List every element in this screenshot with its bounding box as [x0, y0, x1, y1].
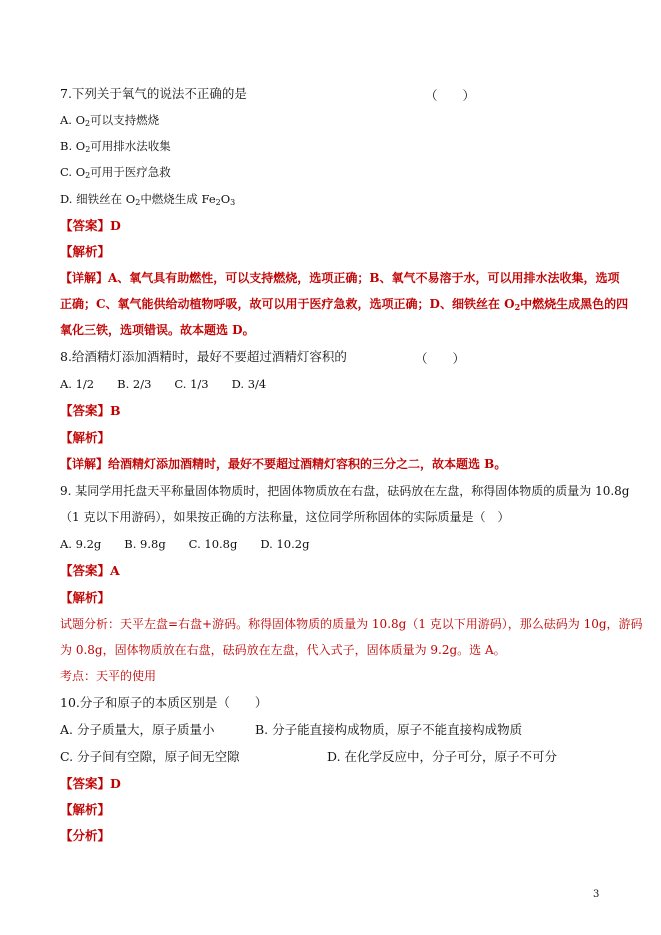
q7-answer-paren: （ ） [425, 88, 476, 103]
q7-stem: 7.下列关于氧气的说法不正确的是 [60, 86, 247, 101]
q8-answer-paren: （ ） [415, 351, 466, 366]
q10-option-d: D. 在化学反应中，分子可分，原子不可分 [327, 749, 558, 764]
page-number: 3 [593, 889, 600, 900]
q7-analysis-label: 【解析】 [60, 244, 111, 259]
q8-stem: 8.给酒精灯添加酒精时，最好不要超过酒精灯容积的 [60, 349, 347, 364]
q7-option-d: D. 细铁丝在 $O_2$中燃烧生成 $Fe_2O_3$ [60, 192, 236, 207]
q9-stem-line-2: （1 克以下用游码），如果按正确的方法称量，这位同学所称固体的实际质量是（ ） [60, 510, 510, 524]
q7-option-b: B. $O_2$可用排水法收集 [60, 139, 171, 154]
q9-exam-point: 考点：天平的使用 [60, 669, 157, 683]
q7-detail-line-1: 【详解】A、氧气具有助燃性，可以支持燃烧，选项正确；B、氧气不易溶于水，可以用排水法收集，选项 [60, 271, 620, 285]
q8-answer: 【答案】B [60, 403, 121, 418]
q8-analysis-label: 【解析】 [60, 430, 111, 445]
q9-detail-line-1: 试题分析：天平左盘=右盘+游码。称得固体物质的质量为 10.8g（1 克以下用游码），那么砝码为 10g，游码 [60, 617, 643, 631]
q9-detail-line-2: 为 0.8g，固体物质放在右盘，砝码放在左盘，代入式子，固体质量为 9.2g。选 A。 [60, 643, 506, 657]
q8-detail: 【详解】给酒精灯添加酒精时，最好不要超过酒精灯容积的三分之二，故本题选 B。 [60, 457, 507, 471]
q9-analysis-label: 【解析】 [60, 590, 111, 605]
q9-options: A. 9.2g B. 9.8g C. 10.8g D. 10.2g [60, 537, 310, 551]
q7-option-c: C. $O_2$可用于医疗急救 [60, 165, 171, 180]
q10-stem: 10.分子和原子的本质区别是（ ） [60, 695, 268, 710]
q10-option-a: A. 分子质量大，原子质量小 [60, 722, 215, 737]
q10-answer: 【答案】D [60, 776, 121, 791]
q9-answer: 【答案】A [60, 563, 120, 578]
q7-option-a: A. $O_2$可以支持燃烧 [60, 113, 160, 128]
q9-stem-line-1: 9. 某同学用托盘天平称量固体物质时，把固体物质放在右盘，砝码放在左盘，称得固体物质的质量为 10.8g [60, 484, 630, 498]
q7-detail-line-2: 正确；C、氧气能供给动植物呼吸，故可以用于医疗急救，选项正确；D、细铁丝在 $O_2$中燃烧生成黑色的四 [60, 297, 629, 312]
q10-analysis-label: 【解析】 [60, 802, 111, 817]
q8-options: A. 1/2 B. 2/3 C. 1/3 D. 3/4 [60, 377, 267, 391]
q10-option-c: C. 分子间有空隙，原子间无空隙 [60, 749, 240, 764]
q7-detail-line-3: 氧化三铁，选项错误。故本题选 D。 [60, 323, 255, 337]
q10-option-b: B. 分子能直接构成物质，原子不能直接构成物质 [255, 722, 523, 737]
q10-fenxi-label: 【分析】 [60, 828, 111, 843]
q7-answer: 【答案】D [60, 218, 121, 233]
